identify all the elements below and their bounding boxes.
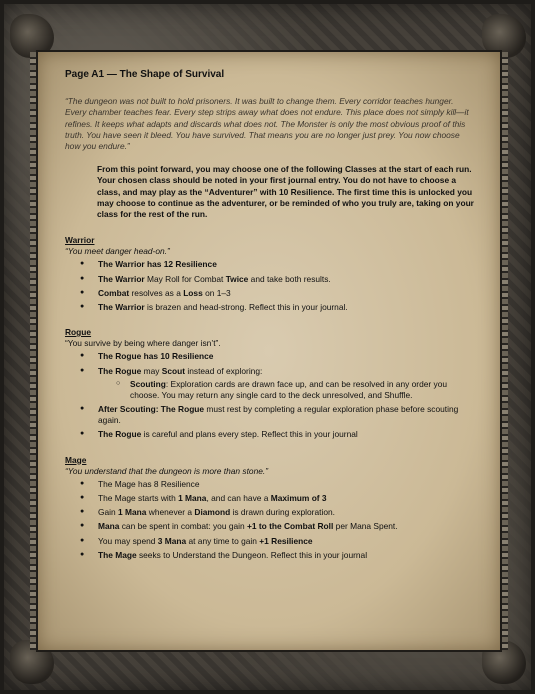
page-title: Page A1 — The Shape of Survival bbox=[65, 69, 225, 80]
list-item: ● After Scouting: The Rogue must rest by completing a regular exploration phase before scouting again. bbox=[98, 404, 475, 426]
list-item: ● The Mage has 8 Resilience bbox=[98, 479, 475, 490]
class-heading-warrior: Warrior bbox=[65, 235, 95, 246]
list-item: ● The Rogue is careful and plans every step. Reflect this in your journal bbox=[98, 429, 475, 440]
rogue-rules-list bbox=[65, 351, 475, 440]
warrior-rules-list bbox=[65, 259, 475, 313]
chain-ornament bbox=[30, 52, 36, 650]
list-item: ● Gain 1 Mana whenever a Diamond is drawn during exploration. bbox=[98, 507, 475, 518]
class-quote-mage: “You understand that the dungeon is more than stone.” bbox=[65, 465, 268, 476]
list-item: ● The Warrior May Roll for Combat Twice and take both results. bbox=[98, 274, 475, 285]
page-content bbox=[65, 68, 475, 575]
chain-ornament bbox=[502, 52, 508, 650]
list-item: ● You may spend 3 Mana at any time to gain +1 Resilience bbox=[98, 536, 475, 547]
list-item: ● The Rogue may Scout instead of exploring: ○ Scouting: Exploration cards are drawn face up, and can be resolved in any order you choose. You may return any single card to the deck unresolved, and Shuffle. bbox=[98, 366, 475, 402]
class-quote-rogue: “You survive by being where danger isn’t”. bbox=[65, 338, 221, 349]
list-item: ● The Warrior has 12 Resilience bbox=[98, 259, 475, 270]
list-item: ● The Mage starts with 1 Mana, and can have a Maximum of 3 bbox=[98, 493, 475, 504]
scouting-sublist bbox=[98, 379, 475, 401]
list-item: ● The Mage seeks to Understand the Dungeon. Reflect this in your journal bbox=[98, 550, 475, 561]
list-item: ● Mana can be spent in combat: you gain +1 to the Combat Roll per Mana Spent. bbox=[98, 521, 475, 532]
class-heading-rogue: Rogue bbox=[65, 327, 92, 338]
class-quote-warrior: “You meet danger head-on.” bbox=[65, 246, 170, 257]
class-rules-text: From this point forward, you may choose one of the following Classes at the start of each run. Your chosen class should be noted in your first journal entry. You do not have to choose a class, and may play as the “Adventurer” with 10 Resilience. The first time this is unlocked you may choose to continue as the adventurer, or be reminded of who you truly are, taking on your class for the rest of the run. bbox=[97, 164, 474, 219]
parchment-page bbox=[38, 52, 500, 650]
mage-rules-list bbox=[65, 479, 475, 561]
warrior-section bbox=[65, 235, 475, 313]
class-heading-mage: Mage bbox=[65, 454, 87, 465]
intro-quote: “The dungeon was not built to hold prisoners. It was built to change them. Every corridor teaches hunger. Every chamber teaches fear. Every step strips away what does not endure. This place does not simply kill—it refines. It keeps what adapts and discards what does not. The Monster is only the most obvious proof of this truth. You have seen it bleed. You have survived. That means you are no longer just prey. You now choose how you endure.” bbox=[65, 96, 469, 151]
list-item: ● The Rogue has 10 Resilience bbox=[98, 351, 475, 362]
list-item: ● Combat resolves as a Loss on 1–3 bbox=[98, 288, 475, 299]
list-item: ○ Scouting: Exploration cards are drawn face up, and can be resolved in any order you choose. You may return any single card to the deck unresolved, and Shuffle. bbox=[130, 379, 475, 401]
mage-section bbox=[65, 455, 475, 561]
rogue-section bbox=[65, 327, 475, 441]
list-item: ● The Warrior is brazen and head-strong. Reflect this in your journal. bbox=[98, 302, 475, 313]
